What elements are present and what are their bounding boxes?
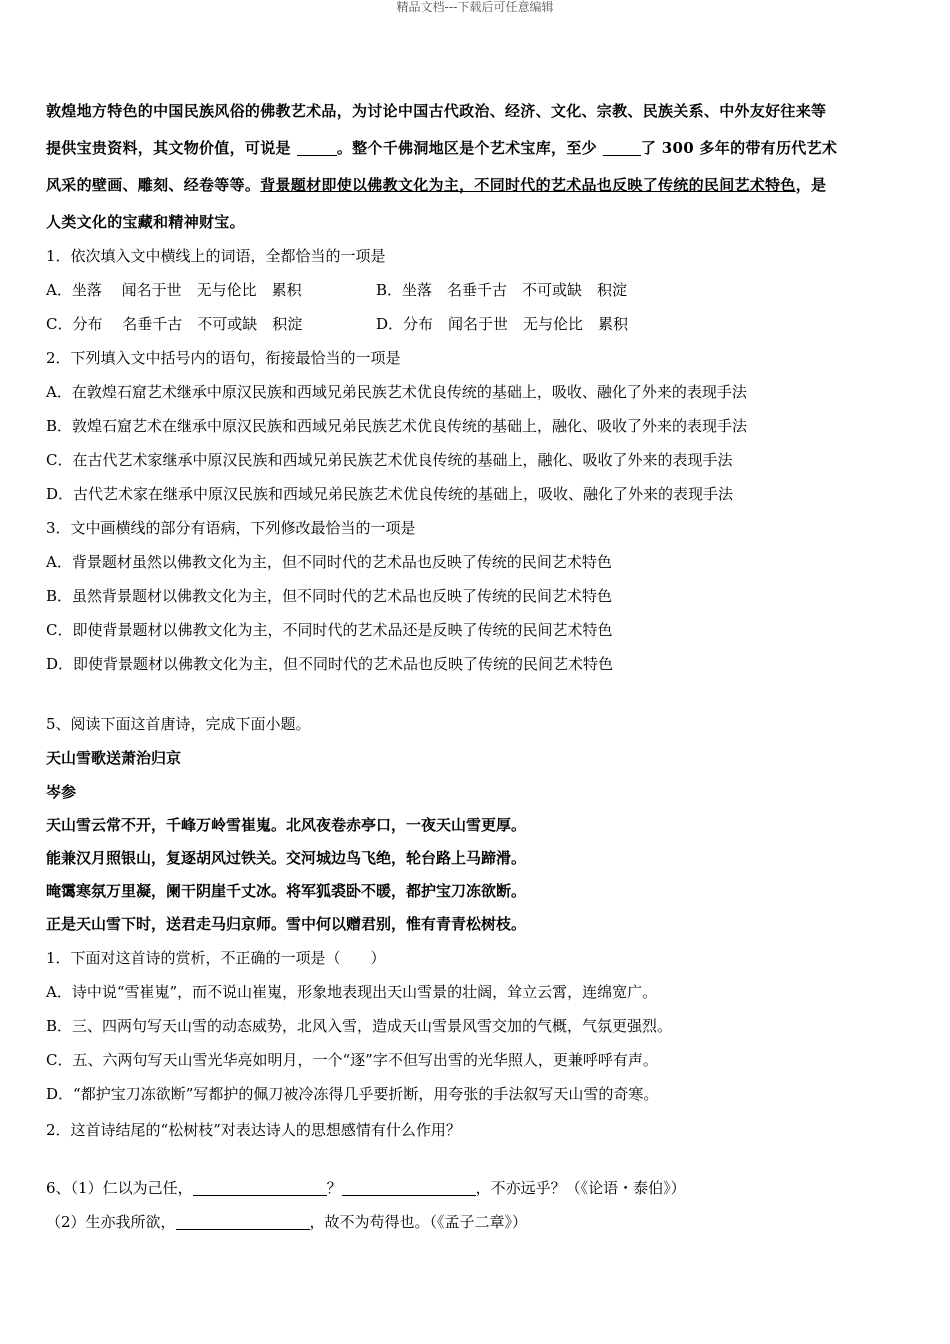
fill-blank[interactable] bbox=[193, 1181, 327, 1196]
fill-text: （2）生亦我所欲， bbox=[46, 1213, 176, 1231]
passage-line-2 bbox=[46, 138, 837, 158]
question-1-stem: 1．依次填入文中横线上的词语，全都恰当的一项是 bbox=[46, 247, 386, 265]
fill-text: ？ bbox=[326, 1179, 342, 1197]
passage-text: 提供宝贵资料，其文物价值，可说是 bbox=[46, 139, 291, 157]
section-5-question-1-option-c[interactable]: C．五、六两句写天山雪光华亮如明月，一个“逐”字不但写出雪的光华照人，更兼呼呼有声。 bbox=[46, 1051, 658, 1069]
question-3-option-b[interactable]: B．虽然背景题材以佛教文化为主，但不同时代的艺术品也反映了传统的民间艺术特色 bbox=[46, 587, 613, 605]
fill-text: ，不亦远乎？（《论语・泰伯》） bbox=[475, 1179, 686, 1197]
fill-blank[interactable] bbox=[176, 1215, 310, 1230]
poem-line-4: 正是天山雪下时，送君走马归京师。雪中何以赠君别，惟有青青松树枝。 bbox=[46, 915, 527, 933]
passage-line-1: 敦煌地方特色的中国民族风俗的佛教艺术品，为讨论中国古代政治、经济、文化、宗教、民族关系、中外友好往来等 bbox=[46, 102, 827, 120]
fill-text: ，故不为苟得也。（《孟子二章》） bbox=[309, 1213, 528, 1231]
page-header: 精品文档---下载后可任意编辑 bbox=[396, 0, 554, 14]
question-2-option-d[interactable]: D．古代艺术家在继承中原汉民族和西域兄弟民族艺术优良传统的基础上，吸收、融化了外来的表现手法 bbox=[46, 485, 734, 503]
section-5-question-1-option-b[interactable]: B．三、四两句写天山雪的动态威势，北风入雪，造成天山雪景风雪交加的气概，气氛更强烈。 bbox=[46, 1017, 673, 1035]
fill-blank[interactable] bbox=[603, 141, 641, 156]
poem-title: 天山雪歌送萧治归京 bbox=[46, 749, 182, 767]
question-2-option-b[interactable]: B．敦煌石窟艺术在继承中原汉民族和西域兄弟民族艺术优良传统的基础上，融化、吸收了外来的表现手法 bbox=[46, 417, 748, 435]
section-5-question-1-stem: 1．下面对这首诗的赏析，不正确的一项是（ ） bbox=[46, 949, 386, 967]
underlined-sentence: 背景题材即使以佛教文化为主，不同时代的艺术品也反映了传统的民间艺术特色 bbox=[260, 176, 796, 194]
fill-text: 6、（1）仁以为己任， bbox=[46, 1179, 193, 1197]
section-5-question-2-stem: 2．这首诗结尾的“松树枝”对表达诗人的思想感情有什么作用？ bbox=[46, 1121, 461, 1139]
question-3-stem: 3．文中画横线的部分有语病，下列修改最恰当的一项是 bbox=[46, 519, 416, 537]
poem-line-2: 能兼汉月照银山，复逐胡风过铁关。交河城边鸟飞绝，轮台路上马蹄滑。 bbox=[46, 849, 527, 867]
question-1-option-b[interactable]: B．坐落 名垂千古 不可或缺 积淀 bbox=[376, 281, 628, 299]
section-6-line-1 bbox=[46, 1178, 686, 1198]
section-5-question-1-option-d[interactable]: D．“都护宝刀冻欲断”写都护的佩刀被冷冻得几乎要折断，用夸张的手法叙写天山雪的奇寒。 bbox=[46, 1085, 659, 1103]
passage-text: 了 300 多年的带有历代艺术 bbox=[640, 139, 838, 157]
question-2-option-c[interactable]: C．在古代艺术家继承中原汉民族和西域兄弟民族艺术优良传统的基础上，融化、吸收了外来的表现手法 bbox=[46, 451, 733, 469]
question-1-option-c[interactable]: C．分布 名垂千古 不可或缺 积淀 bbox=[46, 315, 303, 333]
poem-author: 岑参 bbox=[46, 783, 77, 801]
question-1-option-a[interactable]: A．坐落 闻名于世 无与伦比 累积 bbox=[46, 281, 302, 299]
passage-text: ，是 bbox=[795, 176, 827, 194]
fill-blank[interactable] bbox=[342, 1181, 476, 1196]
section-5-question-1-option-a[interactable]: A．诗中说“雪崔嵬”，而不说山崔嵬，形象地表现出天山雪景的壮阔，耸立云霄，连绵宽广。 bbox=[46, 983, 658, 1001]
section-6-line-2 bbox=[46, 1212, 527, 1232]
section-5-intro: 5、阅读下面这首唐诗，完成下面小题。 bbox=[46, 715, 311, 733]
question-3-option-c[interactable]: C．即使背景题材以佛教文化为主，不同时代的艺术品还是反映了传统的民间艺术特色 bbox=[46, 621, 613, 639]
poem-line-3: 晻霭寒氛万里凝，阑干阴崖千丈冰。将军狐裘卧不暖，都护宝刀冻欲断。 bbox=[46, 882, 527, 900]
question-2-stem: 2．下列填入文中括号内的语句，衔接最恰当的一项是 bbox=[46, 349, 401, 367]
question-3-option-d[interactable]: D．即使背景题材以佛教文化为主，但不同时代的艺术品也反映了传统的民间艺术特色 bbox=[46, 655, 614, 673]
poem-line-1: 天山雪云常不开，千峰万岭雪崔嵬。北风夜卷赤亭口，一夜天山雪更厚。 bbox=[46, 816, 527, 834]
passage-line-3 bbox=[46, 175, 826, 195]
question-3-option-a[interactable]: A．背景题材虽然以佛教文化为主，但不同时代的艺术品也反映了传统的民间艺术特色 bbox=[46, 553, 612, 571]
question-1-option-d[interactable]: D．分布 闻名于世 无与伦比 累积 bbox=[376, 315, 629, 333]
passage-text: 。整个千佛洞地区是个艺术宝库，至少 bbox=[336, 139, 597, 157]
fill-blank[interactable] bbox=[297, 141, 337, 156]
passage-line-4: 人类文化的宝藏和精神财宝。 bbox=[46, 213, 245, 231]
question-2-option-a[interactable]: A．在敦煌石窟艺术继承中原汉民族和西域兄弟民族艺术优良传统的基础上，吸收、融化了外来的表现手法 bbox=[46, 383, 747, 401]
passage-text: 风采的壁画、雕刻、经卷等等。 bbox=[46, 176, 261, 194]
